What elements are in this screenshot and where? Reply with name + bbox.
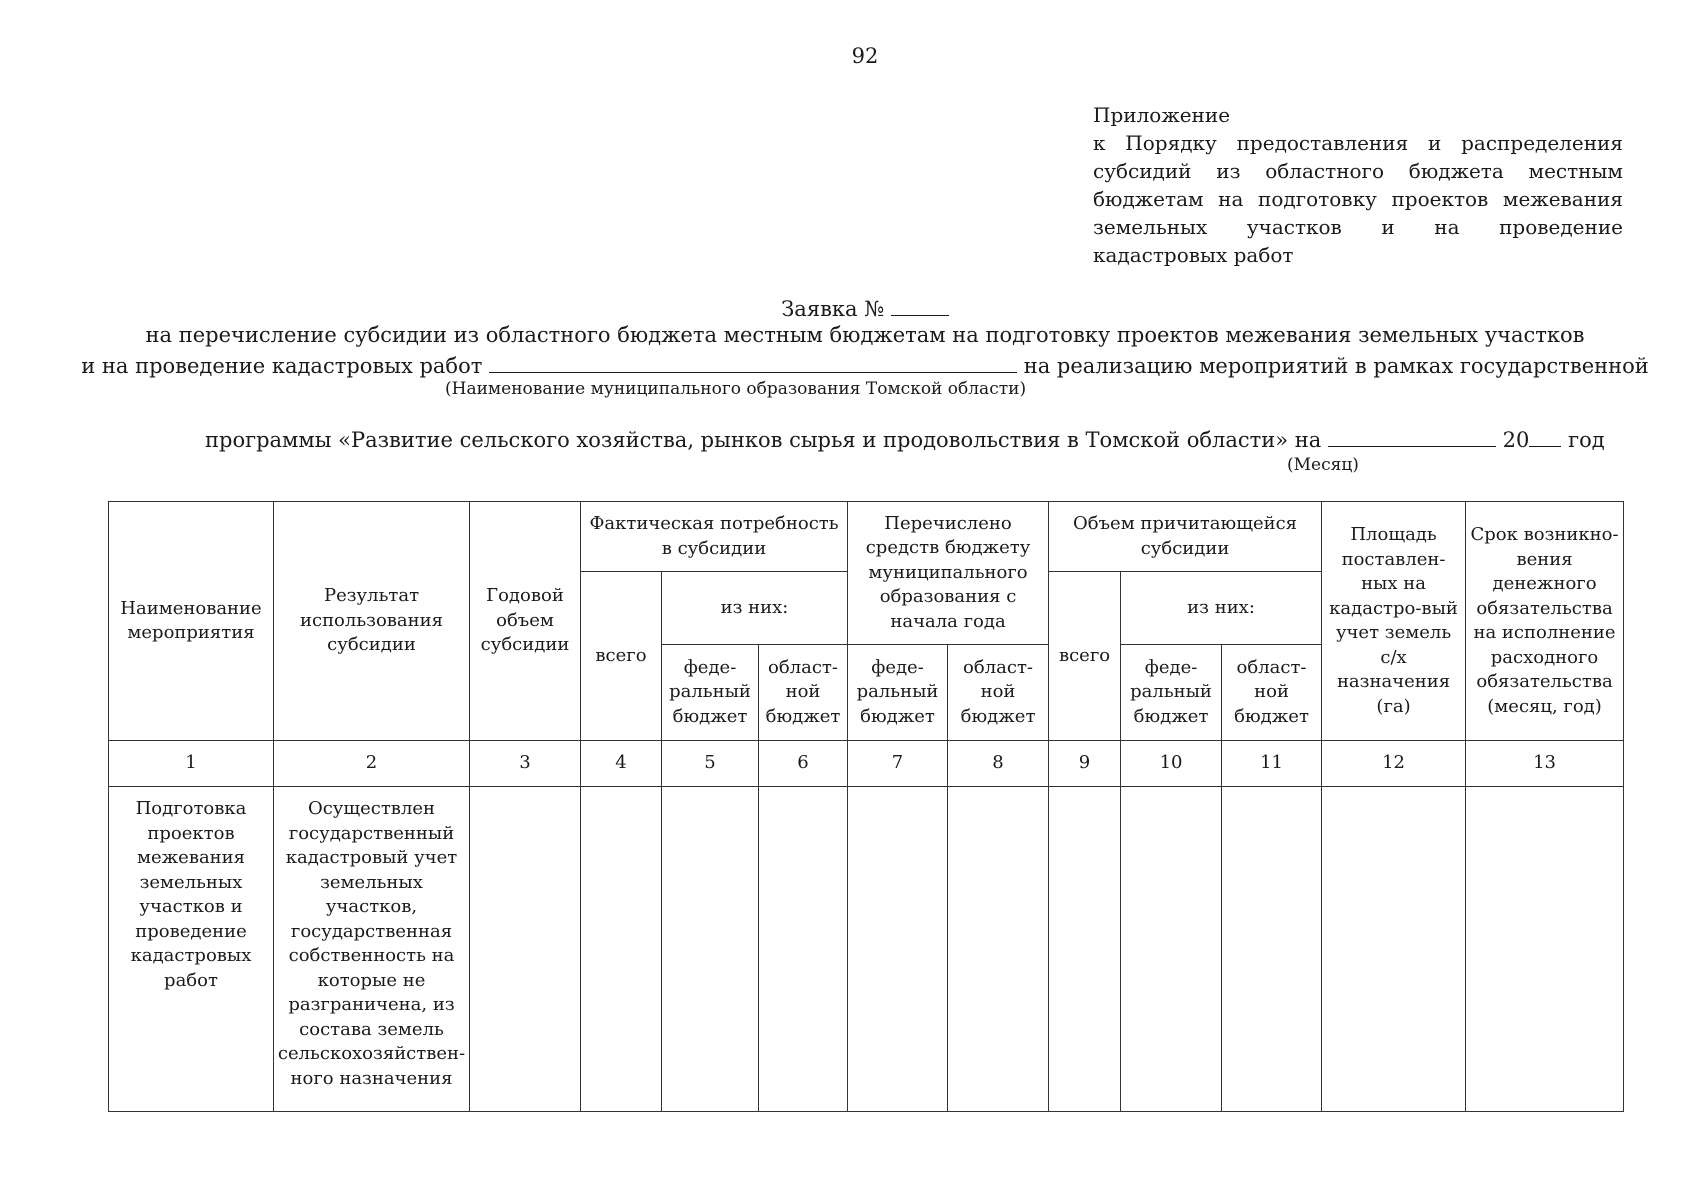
appendix-body: к Порядку предоставления и распределения субсидий из областного бюджета местным бюджетам на подготовку проектов межевания земельных участков и на проведение кадастровых работ xyxy=(1093,131,1623,267)
header-due-of-them: из них: xyxy=(1121,572,1322,645)
header-result: Результат использования субсидии xyxy=(274,502,470,741)
column-number: 4 xyxy=(581,741,662,787)
header-due-regional: област-ной бюджет xyxy=(1222,645,1322,741)
column-number: 7 xyxy=(848,741,948,787)
row-due-total-cell xyxy=(1049,787,1121,1112)
appendix-heading: Приложение xyxy=(1093,103,1231,127)
appendix-note xyxy=(1093,101,1623,269)
header-actual-need: Фактическая потребность в субсидии xyxy=(581,502,848,572)
row-activity-name: Подготовка проектов межевания земельных участков и проведение кадастровых работ xyxy=(109,787,274,1112)
municipality-name-field xyxy=(489,352,1017,373)
column-number: 10 xyxy=(1121,741,1222,787)
municipality-caption: (Наименование муниципального образования Томской области) xyxy=(445,379,1027,399)
year-field xyxy=(1529,426,1561,447)
column-number: 1 xyxy=(109,741,274,787)
application-number-label: Заявка № xyxy=(781,297,885,321)
column-number: 9 xyxy=(1049,741,1121,787)
month-field xyxy=(1328,426,1496,447)
month-caption: (Месяц) xyxy=(1287,455,1359,475)
row-area-cell xyxy=(1322,787,1466,1112)
column-number: 8 xyxy=(948,741,1049,787)
header-name: Наименование мероприятия xyxy=(109,502,274,741)
subsidy-table xyxy=(108,501,1624,1112)
table-row xyxy=(109,787,1624,1112)
page-number: 92 xyxy=(851,44,879,68)
header-need-total: всего xyxy=(581,572,662,741)
header-need-federal: феде-ральный бюджет xyxy=(662,645,759,741)
row-result: Осуществлен государственный кадастровый учет земельных участков, государственная собственность на которые не разграничена, из состава земель сельскохозяйствен-ного назначения xyxy=(274,787,470,1112)
header-term: Срок возникно-вения денежного обязательства на исполнение расходного обязательства (месяц, год) xyxy=(1466,502,1624,741)
title-line-3 xyxy=(0,352,1698,378)
row-transferred-federal-cell xyxy=(848,787,948,1112)
column-number: 6 xyxy=(759,741,848,787)
header-need-regional: област-ной бюджет xyxy=(759,645,848,741)
title-line-3-end: на реализацию мероприятий в рамках государственной xyxy=(1023,354,1649,378)
row-need-federal-cell xyxy=(662,787,759,1112)
header-annual: Годовой объем субсидии xyxy=(470,502,581,741)
column-number: 11 xyxy=(1222,741,1322,787)
header-transferred-regional: област-ной бюджет xyxy=(948,645,1049,741)
row-need-regional-cell xyxy=(759,787,848,1112)
header-transferred-federal: феде-ральный бюджет xyxy=(848,645,948,741)
row-term-cell xyxy=(1466,787,1624,1112)
row-need-total-cell xyxy=(581,787,662,1112)
header-need-of-them: из них: xyxy=(662,572,848,645)
row-due-regional-cell xyxy=(1222,787,1322,1112)
column-number: 3 xyxy=(470,741,581,787)
column-number: 12 xyxy=(1322,741,1466,787)
title-line-3-start: и на проведение кадастровых работ xyxy=(81,354,483,378)
application-title xyxy=(0,295,1698,321)
row-annual-cell xyxy=(470,787,581,1112)
header-due-federal: феде-ральный бюджет xyxy=(1121,645,1222,741)
title-line-2: на перечисление субсидии из областного бюджета местным бюджетам на подготовку проектов межевания земельных участков xyxy=(145,323,1585,347)
column-number: 5 xyxy=(662,741,759,787)
header-area: Площадь поставлен-ных на кадастро-вый учет земель с/х назначения (га) xyxy=(1322,502,1466,741)
column-number: 2 xyxy=(274,741,470,787)
column-number: 13 xyxy=(1466,741,1624,787)
row-due-federal-cell xyxy=(1121,787,1222,1112)
column-number-row xyxy=(109,741,1624,787)
row-transferred-regional-cell xyxy=(948,787,1049,1112)
program-line xyxy=(205,426,1605,452)
header-due: Объем причитающейся субсидии xyxy=(1049,502,1322,572)
header-transferred: Перечислено средств бюджету муниципального образования с начала года xyxy=(848,502,1049,645)
year-prefix: 20 xyxy=(1502,428,1530,452)
year-suffix: год xyxy=(1568,428,1605,452)
program-text: программы «Развитие сельского хозяйства, рынков сырья и продовольствия в Томской области» на xyxy=(205,428,1322,452)
application-number-field xyxy=(891,295,949,316)
header-due-total: всего xyxy=(1049,572,1121,741)
